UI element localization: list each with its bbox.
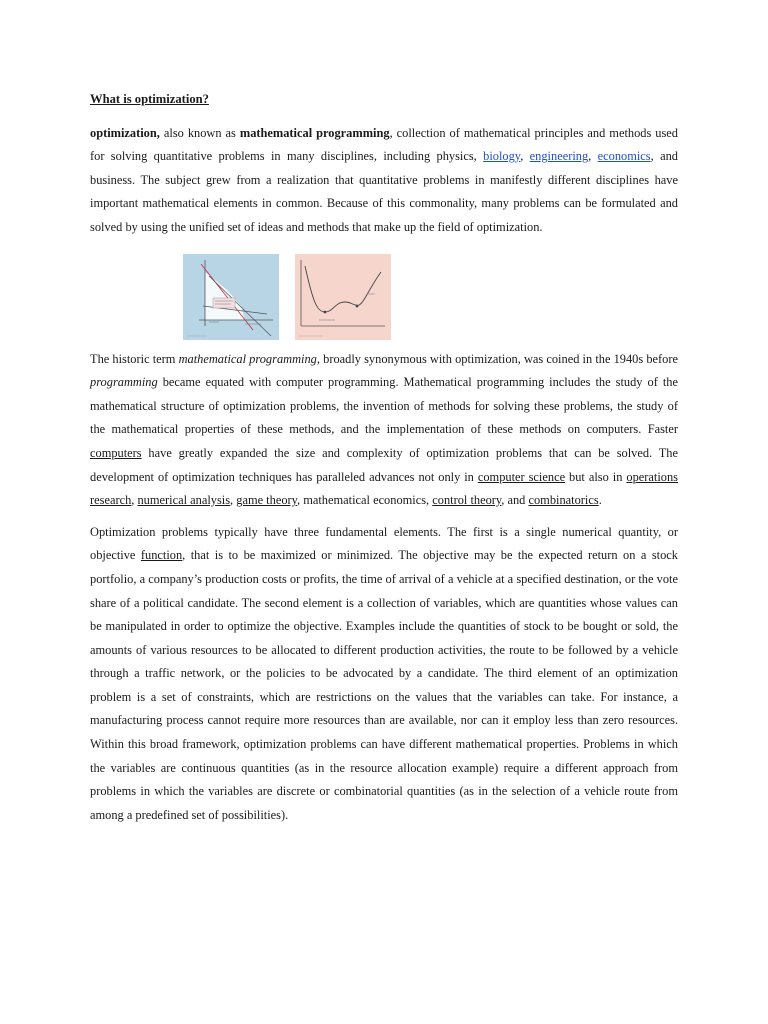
text-run: , broadly synonymous with optimization, was coined in the 1940s before	[316, 351, 678, 366]
text-run: but also in	[565, 469, 627, 484]
text-run: also known as	[159, 125, 240, 140]
text-run: Optimization problems typically have three fundamental elements. The first is a single numerical quantity, or objective	[90, 524, 678, 563]
term-mathematical-programming: mathematical programming	[239, 125, 390, 140]
linear-programming-figure	[183, 254, 279, 340]
link-combinatorics[interactable]: combinatorics	[528, 493, 599, 508]
text-run: , and business. The subject grew from a realization that quantitative problems in manifestly different disciplines have important mathematical elements in common. Because of this commonality, many problems can be formulated and solved by using the unified set of ideas and methods that make up the field of optimization.	[90, 149, 678, 234]
text-run: , that is to be maximized or minimized. The objective may be the expected return on a stock portfolio, a company’s production costs or profits, the time of arrival of a vehicle at a specified destination, or the vote share of a political candidate. The second element is a collection of variables, which are quantities whose values can be manipulated in order to optimize the objective. Examples include the quantities of stock to be bought or sold, the amounts of various resources to be allocated to different production activities, the route to be followed by a vehicle through a traffic network, or the policies to be advocated by a candidate. The third element of an optimization problem is a set of constraints, which are restrictions on the values that the variables can take. For instance, a manufacturing process cannot require more resources than are available, nor can it employ less than zero resources. Within this broad framework, optimization problems can have different mathematical properties. Problems in which the variables are continuous quantities (as in the resource allocation example) require a different approach from problems in which the variables are discrete or combinatorial quantities (as in the selection of a vehicle route from among a predefined set of possibilities).	[90, 548, 678, 822]
text-run: , and	[501, 493, 529, 508]
text-run: ,	[588, 149, 598, 164]
text-run: became equated with computer programming. Mathematical programming includes the study of the mathematical structure of optimization problems, the invention of methods for solving these problems, the study of the mathematical properties of these methods, and the implementation of these methods on computers. Faster	[90, 375, 678, 437]
term-optimization: optimization,	[90, 125, 160, 140]
link-control-theory[interactable]: control theory	[432, 493, 502, 508]
text-run: have greatly expanded the size and complexity of optimization problems that can be solved. The development of optimization techniques has paralleled advances not only in	[90, 445, 678, 484]
link-computer-science[interactable]: computer science	[477, 469, 566, 484]
history-paragraph	[90, 348, 678, 513]
figure-row	[176, 254, 398, 340]
objective-curve-figure	[295, 254, 391, 340]
link-computers[interactable]: computers	[90, 445, 142, 460]
link-operations-research[interactable]: operations research	[90, 469, 678, 508]
link-engineering[interactable]: engineering	[529, 149, 589, 164]
document-page	[90, 88, 678, 835]
link-biology[interactable]: biology	[483, 149, 521, 164]
text-run: ,	[230, 493, 237, 508]
text-run: , mathematical economics,	[297, 493, 433, 508]
feasible-region-diagram	[183, 254, 279, 340]
page-title: What is optimization?	[90, 92, 209, 106]
elements-paragraph	[90, 521, 678, 828]
text-run: ,	[520, 149, 530, 164]
local-minimum-diagram	[295, 254, 391, 340]
text-run: , collection of mathematical principles and methods used for solving quantitative problems in many disciplines, including physics,	[90, 125, 678, 164]
text-run: The historic term	[90, 351, 179, 366]
text-run: ,	[131, 493, 138, 508]
link-numerical-analysis[interactable]: numerical analysis	[137, 493, 231, 508]
link-economics[interactable]: economics	[597, 149, 651, 164]
em-programming: programming	[90, 375, 158, 390]
text-run: .	[598, 493, 602, 508]
em-mathematical-programming: mathematical programming	[178, 351, 317, 366]
link-function[interactable]: function	[140, 548, 183, 563]
link-game-theory[interactable]: game theory	[236, 493, 298, 508]
intro-paragraph	[90, 122, 678, 240]
